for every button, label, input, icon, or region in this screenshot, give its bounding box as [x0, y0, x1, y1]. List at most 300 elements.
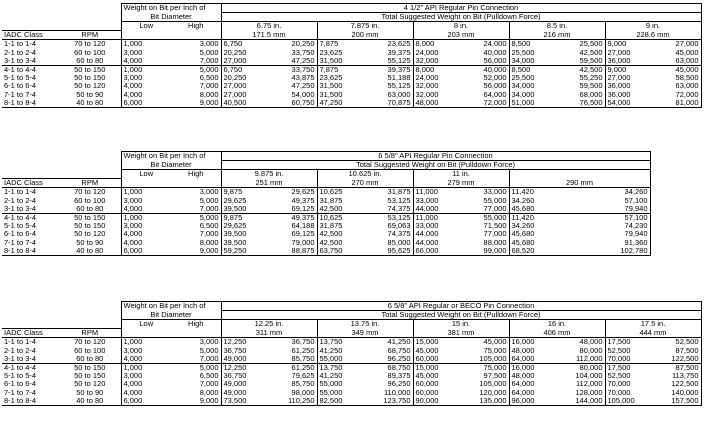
wob-value: 97,500: [483, 372, 507, 381]
wob-low: 3,000: [121, 197, 171, 205]
table-row: [2, 205, 650, 214]
wob-high: 9,000: [171, 99, 221, 108]
table-subtitle: Total Suggested Weight on Bit (Pulldown Force): [221, 311, 701, 320]
wob-value: 55,000: [483, 213, 507, 222]
wob-value: 64,000: [509, 355, 557, 364]
table-row: [2, 74, 701, 82]
wob-value: 25,500: [579, 39, 603, 49]
rpm-range: 40 to 80: [59, 247, 121, 256]
wob-table-1: [2, 3, 702, 108]
table-row: [2, 222, 650, 230]
wob-value: 32,000: [413, 82, 461, 90]
rpm-range: 70 to 120: [74, 337, 106, 347]
high-header: High: [171, 170, 221, 179]
wob-value: 69,063: [387, 222, 411, 231]
wob-low: 6,000: [121, 247, 171, 256]
wob-value: 73,500: [221, 397, 269, 406]
wob-value: 87,500: [653, 363, 701, 372]
table-row: [2, 247, 650, 256]
wob-value: 72,000: [461, 99, 509, 108]
iadc-class: 1-1 to 1-4: [4, 39, 37, 49]
wob-value: 122,500: [653, 380, 701, 388]
wob-value: 24,000: [413, 49, 461, 57]
wob-value: 45,000: [483, 337, 507, 347]
wob-value: 52,500: [605, 347, 653, 355]
wob-value: 52,500: [605, 372, 653, 380]
wob-value: 55,000: [317, 355, 365, 364]
wob-low: 4,000: [121, 91, 171, 99]
wob-value: 48,000: [579, 337, 603, 347]
table-row: [2, 389, 701, 397]
wob-value: 27,000: [653, 40, 701, 49]
wob-value: 15,000: [413, 338, 461, 347]
blank: [121, 329, 171, 338]
wob-value: 48,000: [413, 99, 461, 108]
wob-value: 29,625: [221, 222, 269, 230]
table-subtitle: Total Suggested Weight on Bit (Pulldown Force): [221, 161, 650, 170]
rpm-range: 50 to 120: [74, 380, 106, 389]
wob-value: 20,250: [221, 74, 269, 82]
rpm-range: 60 to 80: [59, 57, 121, 66]
wob-value: 36,000: [605, 91, 653, 99]
wob-value: 31,500: [317, 82, 365, 90]
table-row: [2, 347, 701, 355]
bit-size-mm: 381 mm: [413, 329, 509, 338]
wob-value: 74,375: [387, 230, 411, 239]
wob-low: 1,000: [121, 338, 171, 347]
bit-size-in: 9 in.: [605, 22, 701, 31]
wob-value: 32,000: [413, 91, 461, 99]
bit-size-in: 17.5 in.: [605, 320, 701, 329]
wob-value: 74,375: [365, 205, 413, 214]
wob-header: Weight on Bit per Inch of: [121, 152, 221, 161]
rpm-range: 50 to 90: [76, 238, 104, 247]
wob-value: 34,260: [557, 188, 650, 197]
wob-value: 39,375: [387, 65, 411, 74]
wob-value: 45,680: [509, 239, 557, 247]
wob-value: 63,750: [317, 247, 365, 256]
wob-value: 42,500: [317, 239, 365, 247]
wob-value: 135,000: [461, 397, 509, 406]
table-row: [2, 91, 701, 99]
wob-value: 91,360: [557, 239, 650, 247]
blank: [59, 152, 121, 161]
iadc-class: 7-1 to 7-4: [4, 388, 37, 397]
wob-value: 27,000: [221, 82, 269, 90]
wob-value: 85,750: [291, 380, 315, 389]
wob-value: 87,500: [653, 347, 701, 355]
iadc-header: IADC Class: [2, 329, 59, 338]
wob-value: 10,625: [317, 188, 365, 197]
iadc-class: 5-1 to 5-4: [4, 222, 37, 231]
table-row: [2, 363, 701, 372]
wob-value: 90,000: [413, 397, 461, 406]
bit-size-in: 8 in.: [413, 22, 509, 31]
wob-value: 36,750: [221, 372, 269, 380]
wob-value: 45,000: [413, 372, 461, 380]
wob-value: 42,500: [579, 65, 603, 74]
wob-value: 47,250: [269, 57, 317, 66]
wob-value: 80,000: [579, 346, 603, 355]
wob-high: 5,000: [199, 196, 219, 205]
wob-table-3: [2, 301, 702, 406]
wob-value: 64,000: [509, 389, 557, 397]
wob-value: 27,000: [221, 57, 269, 66]
wob-value: 58,500: [653, 74, 701, 82]
wob-value: 41,250: [317, 372, 365, 380]
wob-value: 112,000: [557, 355, 605, 364]
rpm-range: 60 to 100: [74, 48, 106, 57]
wob-value: 79,940: [557, 230, 650, 238]
wob-value: 39,500: [221, 205, 269, 214]
rpm-range: 60 to 100: [74, 346, 106, 355]
wob-value: 39,375: [387, 48, 411, 57]
wob-value: 99,000: [461, 247, 509, 256]
wob-value: 75,000: [483, 363, 507, 372]
wob-value: 51,000: [509, 99, 557, 108]
rpm-range: 60 to 100: [74, 196, 106, 205]
wob-value: 48,000: [509, 372, 557, 380]
wob-value: 7,875: [317, 40, 365, 49]
wob-value: 71,500: [483, 222, 507, 231]
wob-value: 54,000: [605, 99, 653, 108]
wob-high: 5,000: [199, 48, 219, 57]
bit-size-mm: 349 mm: [317, 329, 413, 338]
wob-value: 85,000: [387, 238, 411, 247]
wob-value: 56,000: [483, 82, 507, 91]
wob-value: 63,000: [653, 57, 701, 66]
wob-value: 55,250: [579, 74, 603, 83]
bit-size-in: 10.625 in.: [317, 170, 413, 179]
wob-value: 44,000: [413, 205, 461, 214]
iadc-class: 1-1 to 1-4: [4, 187, 37, 197]
wob-value: 56,000: [461, 57, 509, 66]
wob-value: 55,125: [387, 82, 411, 91]
blank: [59, 311, 121, 320]
wob-value: 70,000: [605, 380, 653, 388]
iadc-class: 3-1 to 3-4: [2, 355, 59, 364]
wob-low: 4,000: [121, 380, 171, 388]
wob-value: 89,375: [387, 372, 411, 381]
table-row: [2, 197, 650, 205]
wob-value: 110,000: [383, 388, 411, 397]
low-header: Low: [121, 170, 171, 179]
iadc-class: 8-1 to 8-4: [2, 247, 59, 256]
blank: [59, 320, 121, 329]
wob-value: 44,000: [413, 230, 461, 238]
wob-value: 25,500: [509, 49, 557, 57]
wob-value: 88,875: [269, 247, 317, 256]
rpm-header: RPM: [59, 31, 121, 40]
rpm-header: RPM: [59, 179, 121, 188]
wob-value: 11,000: [413, 188, 461, 197]
bit-size-mm: 171.5 mm: [221, 31, 317, 40]
rpm-range: 50 to 150: [74, 213, 106, 222]
wob-value: 40,000: [483, 65, 507, 74]
iadc-class: 3-1 to 3-4: [2, 57, 59, 66]
wob-value: 64,000: [509, 380, 557, 388]
wob-value: 74,230: [557, 222, 650, 230]
bit-size-mm: 290 mm: [509, 179, 650, 188]
blank: [171, 179, 221, 188]
iadc-header: IADC Class: [2, 31, 59, 40]
wob-value: 61,250: [291, 346, 315, 355]
iadc-class: 7-1 to 7-4: [4, 90, 37, 99]
bit-size-mm: 406 mm: [509, 329, 605, 338]
wob-value: 128,000: [575, 388, 603, 397]
wob-value: 16,000: [509, 363, 557, 372]
wob-value: 42,500: [579, 48, 603, 57]
high-header: High: [171, 22, 221, 31]
wob-value: 49,375: [291, 213, 315, 222]
wob-value: 27,000: [221, 91, 269, 99]
wob-value: 15,000: [413, 363, 461, 372]
table-row: [2, 230, 650, 238]
wob-low: 4,000: [121, 389, 171, 397]
table-row: [2, 188, 650, 197]
wob-value: 25,500: [509, 74, 557, 82]
wob-value: 59,250: [221, 247, 269, 256]
wob-header: Weight on Bit per Inch of: [121, 302, 221, 311]
bit-size-in: [509, 170, 650, 179]
blank: [2, 161, 59, 170]
wob-value: 63,000: [387, 90, 411, 99]
wob-value: 122,500: [653, 355, 701, 364]
high-header: High: [171, 320, 221, 329]
wob-value: 157,500: [653, 397, 701, 406]
wob-value: 33,750: [291, 48, 315, 57]
table-title: 6 5/8" API Regular Pin Connection: [221, 152, 650, 161]
wob-value: 31,500: [317, 91, 365, 99]
rpm-range: 50 to 120: [74, 82, 106, 91]
wob-value: 31,875: [317, 197, 365, 205]
blank: [59, 161, 121, 170]
wob-value: 80,000: [579, 363, 603, 372]
bit-size-in: 16 in.: [509, 320, 605, 329]
wob-value: 44,000: [413, 239, 461, 247]
wob-value: 36,750: [221, 347, 269, 355]
wob-value: 95,625: [365, 247, 413, 256]
wob-value: 34,260: [509, 197, 557, 205]
bit-size-mm: 270 mm: [317, 179, 413, 188]
bit-size-in: 6.75 in.: [221, 22, 317, 31]
wob-value: 6,750: [221, 40, 269, 49]
wob-value: 52,500: [653, 338, 701, 347]
wob-value: 45,000: [413, 347, 461, 355]
wob-value: 68,520: [509, 247, 557, 256]
wob-value: 8,000: [413, 40, 461, 49]
wob-high: 5,000: [199, 363, 219, 372]
table-row: [2, 65, 701, 74]
wob-value: 34,000: [509, 82, 557, 90]
wob-value: 39,500: [221, 239, 269, 247]
wob-value: 79,000: [291, 238, 315, 247]
wob-high: 8,000: [199, 90, 219, 99]
wob-value: 31,500: [317, 57, 365, 66]
wob-value: 85,750: [269, 355, 317, 364]
wob-value: 7,875: [317, 65, 365, 74]
blank: [2, 22, 59, 31]
wob-low: 1,000: [121, 40, 171, 49]
wob-value: 31,875: [317, 222, 365, 230]
wob-high: 7,000: [199, 230, 219, 239]
blank: [59, 302, 121, 311]
iadc-class: 1-1 to 1-4: [4, 337, 37, 347]
iadc-class: 3-1 to 3-4: [2, 205, 59, 214]
wob-value: 64,000: [483, 90, 507, 99]
wob-low: 3,000: [121, 347, 171, 355]
wob-value: 64,188: [291, 222, 315, 231]
wob-value: 11,420: [509, 188, 557, 197]
blank: [2, 170, 59, 179]
wob-high: 5,000: [199, 65, 219, 74]
iadc-header: IADC Class: [2, 179, 59, 188]
wob-value: 17,500: [605, 363, 653, 372]
wob-high: 7,000: [171, 57, 221, 66]
wob-value: 45,000: [653, 65, 701, 74]
wob-value: 42,500: [317, 205, 365, 214]
rpm-range: 50 to 120: [74, 230, 106, 239]
wob-value: 79,940: [557, 205, 650, 214]
wob-value: 33,750: [291, 65, 315, 74]
bit-size-mm: 444 mm: [605, 329, 701, 338]
wob-high: 5,000: [199, 346, 219, 355]
wob-value: 10,625: [317, 213, 365, 222]
wob-value: 20,250: [221, 49, 269, 57]
table-title: 4 1/2" API Regular Pin Connection: [221, 4, 701, 13]
table-row: [2, 338, 701, 347]
wob-value: 105,000: [461, 355, 509, 364]
wob-value: 20,250: [291, 39, 315, 49]
table-row: [2, 213, 650, 222]
rpm-range: 50 to 90: [76, 388, 104, 397]
bit-size-in: 12.25 in.: [221, 320, 317, 329]
wob-value: 55,125: [365, 57, 413, 66]
wob-value: 123,750: [365, 397, 413, 406]
rpm-range: 50 to 150: [74, 363, 106, 372]
blank: [2, 4, 59, 13]
wob-high: 3,000: [199, 337, 219, 347]
wob-value: 43,875: [291, 74, 315, 83]
wob-high: 8,000: [199, 238, 219, 247]
blank: [59, 170, 121, 179]
wob-value: 29,625: [221, 197, 269, 205]
wob-value: 63,000: [653, 82, 701, 90]
wob-value: 27,000: [605, 49, 653, 57]
iadc-class: 7-1 to 7-4: [4, 238, 37, 247]
wob-value: 29,625: [291, 187, 315, 197]
wob-low: 4,000: [121, 57, 171, 66]
bit-size-in: 11 in.: [413, 170, 509, 179]
blank: [171, 329, 221, 338]
wob-value: 68,750: [387, 363, 411, 372]
wob-high: 8,000: [199, 388, 219, 397]
wob-value: 45,000: [653, 49, 701, 57]
wob-value: 66,000: [413, 247, 461, 256]
table-row: [2, 380, 701, 388]
wob-low: 3,000: [121, 372, 171, 380]
wob-value: 81,000: [653, 99, 701, 108]
wob-value: 110,250: [269, 397, 317, 406]
low-header: Low: [121, 22, 171, 31]
wob-value: 33,000: [413, 197, 461, 205]
bit-size-mm: 228.6 mm: [605, 31, 701, 40]
wob-value: 53,125: [387, 213, 411, 222]
wob-value: 47,250: [317, 99, 365, 108]
wob-low: 1,000: [121, 363, 171, 372]
wob-value: 98,000: [291, 388, 315, 397]
bit-size-mm: 203 mm: [413, 31, 509, 40]
wob-value: 60,000: [413, 389, 461, 397]
wob-low: 4,000: [121, 205, 171, 214]
wob-value: 31,875: [387, 187, 411, 197]
wob-value: 39,500: [221, 230, 269, 238]
wob-value: 49,000: [221, 380, 269, 388]
blank: [2, 152, 59, 161]
wob-high: 9,000: [171, 397, 221, 406]
wob-value: 49,000: [221, 355, 269, 364]
wob-value: 11,000: [413, 213, 461, 222]
rpm-range: 60 to 80: [59, 205, 121, 214]
rpm-header: RPM: [59, 329, 121, 338]
blank: [2, 13, 59, 22]
wob-value: 51,188: [387, 74, 411, 83]
blank: [59, 4, 121, 13]
wob-value: 113,750: [653, 372, 701, 380]
wob-value: 76,500: [557, 99, 605, 108]
wob-value: 140,000: [653, 389, 701, 397]
iadc-class: 6-1 to 6-4: [4, 230, 37, 239]
wob-low: 3,000: [121, 49, 171, 57]
wob-value: 47,250: [291, 82, 315, 91]
wob-low: 3,000: [121, 74, 171, 82]
wob-value: 104,000: [575, 372, 603, 381]
bit-size-mm: 251 mm: [221, 179, 317, 188]
iadc-class: 6-1 to 6-4: [4, 82, 37, 91]
wob-header-diameter: Bit Diameter: [121, 13, 221, 22]
wob-value: 59,500: [557, 57, 605, 66]
wob-value: 60,750: [269, 99, 317, 108]
wob-value: 112,000: [575, 380, 603, 389]
wob-value: 36,750: [291, 337, 315, 347]
wob-high: 6,500: [199, 222, 219, 231]
wob-value: 36,000: [605, 57, 653, 66]
wob-value: 32,000: [413, 57, 461, 66]
wob-value: 40,500: [221, 99, 269, 108]
wob-value: 49,375: [291, 196, 315, 205]
table-subtitle: Total Suggested Weight on Bit (Pulldown Force): [221, 13, 701, 22]
wob-high: 6,500: [199, 74, 219, 83]
wob-value: 48,000: [509, 347, 557, 355]
rpm-range: 70 to 120: [74, 39, 106, 49]
iadc-class: 5-1 to 5-4: [4, 74, 37, 83]
table-row: [2, 239, 650, 247]
iadc-class: 2-1 to 2-4: [4, 196, 37, 205]
wob-value: 16,000: [509, 338, 557, 347]
iadc-class: 2-1 to 2-4: [4, 48, 37, 57]
wob-value: 60,000: [413, 355, 461, 364]
wob-value: 24,000: [483, 39, 507, 49]
rpm-range: 40 to 80: [59, 397, 121, 406]
wob-value: 9,875: [221, 188, 269, 197]
wob-value: 102,780: [557, 247, 650, 256]
wob-value: 120,000: [479, 388, 507, 397]
blank: [59, 22, 121, 31]
wob-value: 9,000: [605, 65, 653, 74]
wob-value: 70,000: [605, 389, 653, 397]
iadc-class: 8-1 to 8-4: [2, 397, 59, 406]
iadc-class: 6-1 to 6-4: [4, 380, 37, 389]
